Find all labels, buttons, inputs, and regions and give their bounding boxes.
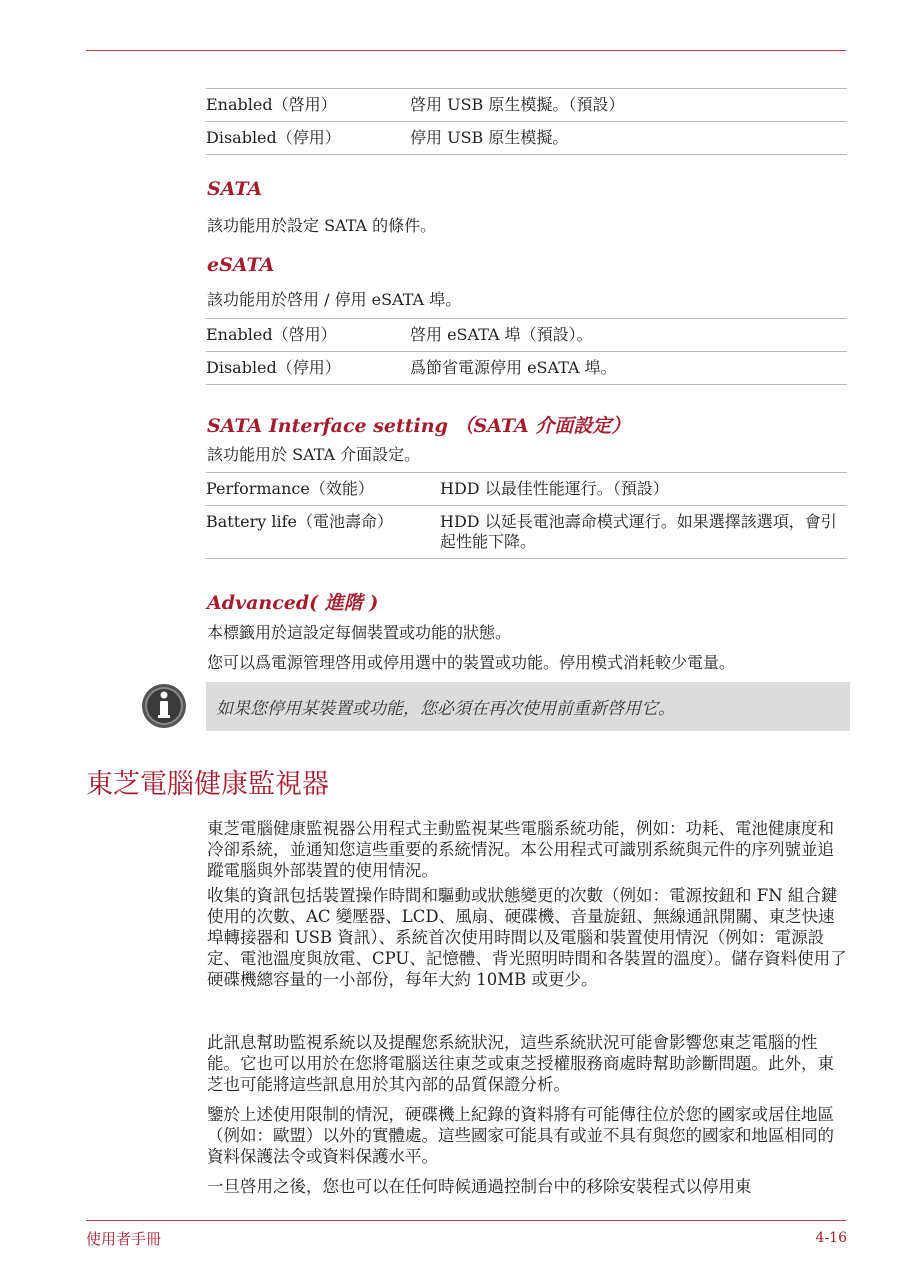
sata-interface-heading: SATA Interface setting （SATA 介面設定） <box>207 415 631 437</box>
option-name: Disabled（停用） <box>206 128 341 147</box>
option-desc: 啓用 USB 原生模擬。（預設） <box>410 95 625 114</box>
option-name: Disabled（停用） <box>206 358 341 377</box>
option-desc: 停用 USB 原生模擬。 <box>410 128 569 147</box>
usb-option-table <box>206 88 847 155</box>
header-rule <box>86 50 846 51</box>
esata-heading: eSATA <box>207 254 275 276</box>
esata-option-table <box>206 318 847 385</box>
note-text: 如果您停用某裝置或功能，您必須在再次使用前重新啓用它。 <box>216 699 675 719</box>
advanced-description-1: 本標籤用於這設定每個裝置或功能的狀態。 <box>207 623 512 642</box>
table-row <box>206 319 847 352</box>
table-row <box>206 352 847 385</box>
option-name: Enabled（啓用） <box>206 95 337 114</box>
body-paragraph-3: 此訊息幫助監視系統以及提醒您系統狀況，這些系統狀況可能會影響您東芝電腦的性能。它也可以用於在您將電腦送往東芝或東芝授權服務商處時幫助診斷問題。此外，東芝也可能將這些訊息用於其內部的品質保證分析。 <box>207 1033 834 1094</box>
sata-interface-description: 該功能用於 SATA 介面設定。 <box>207 445 421 464</box>
option-name: Battery life（電池壽命） <box>206 512 394 531</box>
option-name: Enabled（啓用） <box>206 325 337 344</box>
advanced-description-2: 您可以爲電源管理啓用或停用選中的裝置或功能。停用模式消耗較少電量。 <box>207 653 736 672</box>
esata-description: 該功能用於啓用 / 停用 eSATA 埠。 <box>207 290 462 309</box>
body-paragraph-4: 鑒於上述使用限制的情況，硬碟機上紀錄的資料將有可能傳往位於您的國家或居住地區（例如：歐盟）以外的實體處。這些國家可能具有或並不具有與您的國家和地區相同的資料保護法令或資料保護水平。 <box>207 1105 834 1166</box>
table-row <box>206 473 847 506</box>
body-paragraph-2: 收集的資訊包括裝置操作時間和驅動或狀態變更的次數（例如：電源按鈕和 FN 組合鍵使用的次數、AC 變壓器、LCD、風扇、硬碟機、音量旋鈕、無線通訊開關、東芝快速埠轉接器和 USB 資訊）、系統首次使用時間以及電腦和裝置使用情況（例如：電源設定、電池溫度與放電、CPU、記憶體、背光照明時間和各裝置的溫度）。儲存資料使用了硬碟機總容量的一小部份，每年大約 10MB 或更少。 <box>207 886 847 989</box>
info-icon <box>140 682 188 730</box>
section-title: 東芝電腦健康監視器 <box>86 769 329 800</box>
option-desc: 啓用 eSATA 埠（預設）。 <box>410 325 593 344</box>
option-name: Performance（效能） <box>206 479 374 498</box>
option-desc: 爲節省電源停用 eSATA 埠。 <box>410 358 617 377</box>
footer-manual-title: 使用者手冊 <box>86 1230 162 1248</box>
footer-rule <box>86 1220 846 1221</box>
body-paragraph-5: 一旦啓用之後，您也可以在任何時候通過控制台中的移除安裝程式以停用東 <box>207 1177 752 1196</box>
table-row <box>206 506 847 559</box>
body-paragraph-1: 東芝電腦健康監視器公用程式主動監視某些電腦系統功能，例如：功耗、電池健康度和冷卻系統，並通知您這些重要的系統情況。本公用程式可識別系統與元件的序列號並追蹤電腦與外部裝置的使用情況。 <box>207 819 834 880</box>
sata-heading: SATA <box>207 178 263 200</box>
sata-interface-option-table <box>206 472 847 559</box>
sata-description: 該功能用於設定 SATA 的條件。 <box>207 216 437 235</box>
option-desc: HDD 以最佳性能運行。（預設） <box>440 479 669 498</box>
page-number: 4-16 <box>815 1230 847 1246</box>
table-row <box>206 122 847 155</box>
table-row <box>206 89 847 122</box>
option-desc: HDD 以延長電池壽命模式運行。如果選擇該選項，會引起性能下降。 <box>440 512 837 551</box>
advanced-heading: Advanced( 進階 ) <box>207 592 379 614</box>
note-box <box>206 682 850 731</box>
